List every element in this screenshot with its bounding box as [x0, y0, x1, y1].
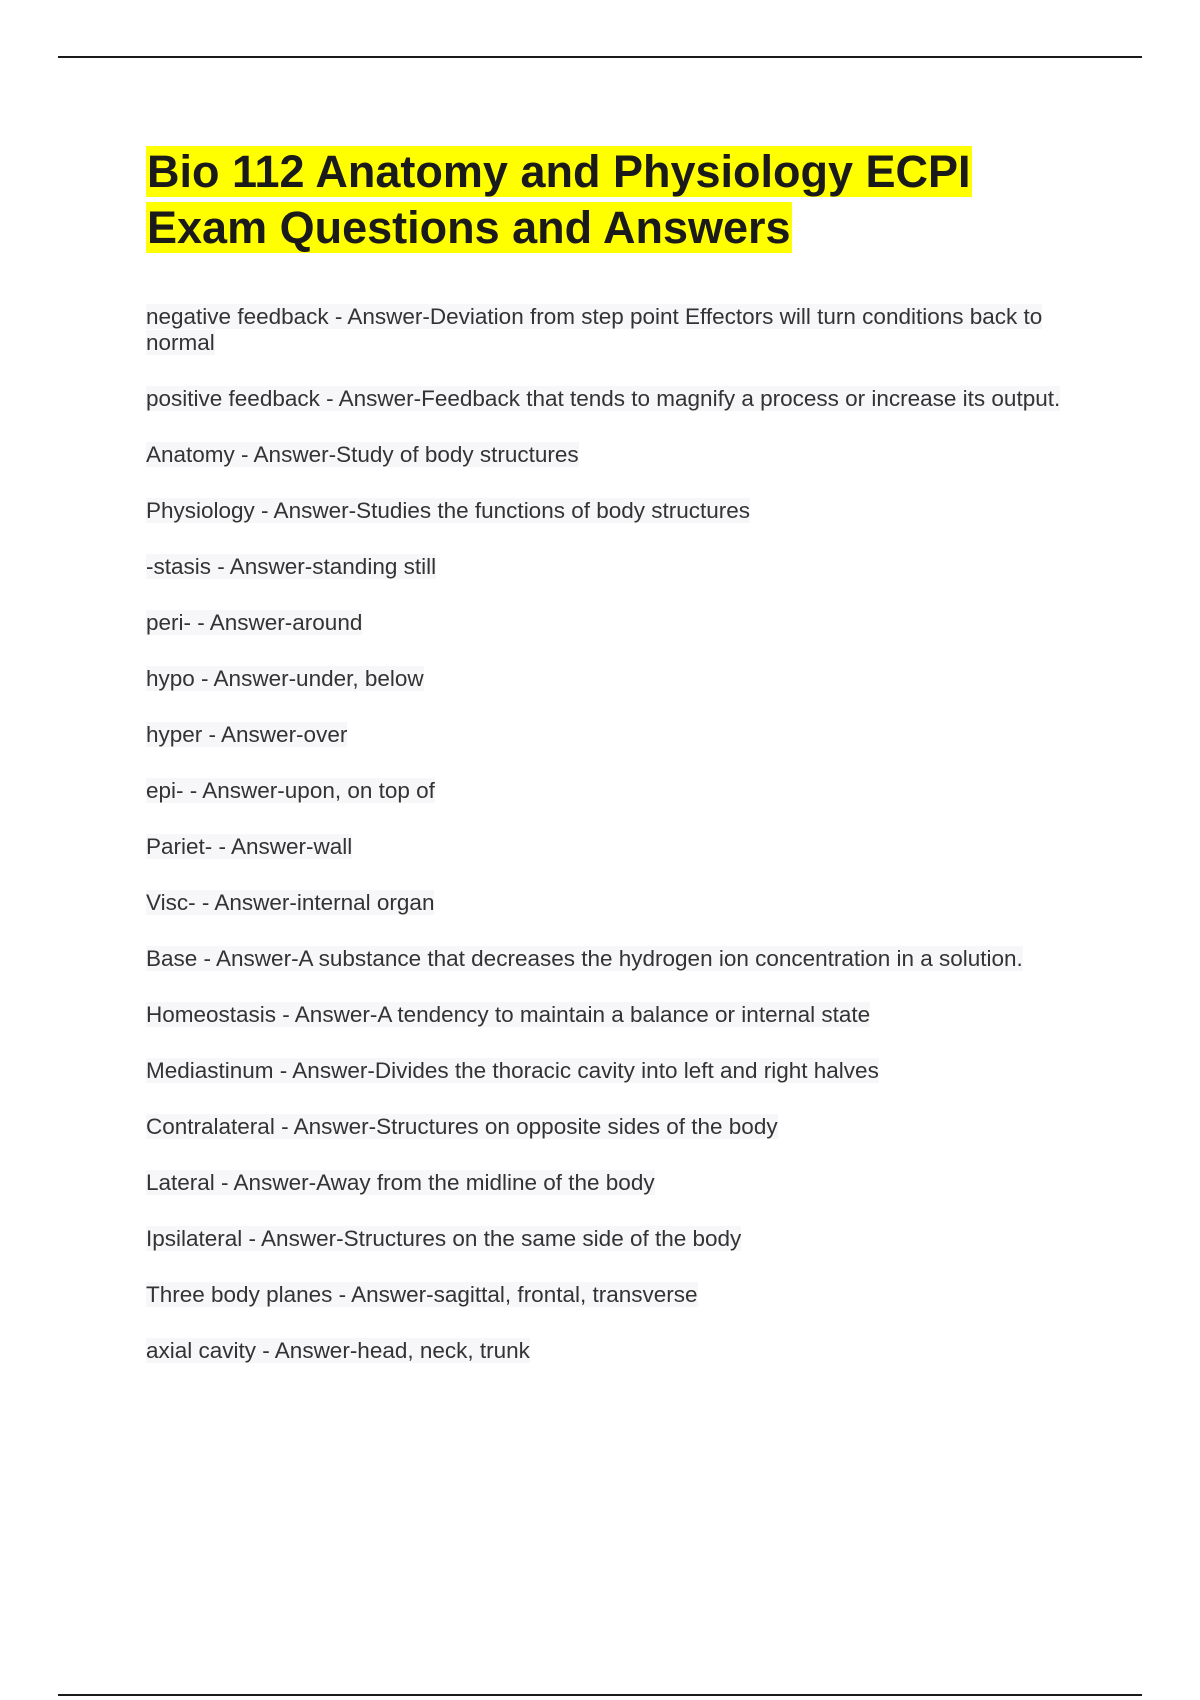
qa-item-text: hyper - Answer-over [146, 722, 348, 747]
qa-item [146, 834, 1096, 860]
qa-item [146, 946, 1096, 972]
qa-item-text: Physiology - Answer-Studies the functions of body structures [146, 498, 751, 523]
document-title-line-2: Exam Questions and Answers [147, 202, 791, 253]
qa-item-text: epi- - Answer-upon, on top of [146, 778, 435, 803]
qa-item [146, 1170, 1096, 1196]
qa-item [146, 890, 1096, 916]
document-title-line-1: Bio 112 Anatomy and Physiology ECPI [147, 146, 971, 197]
qa-item-text: positive feedback - Answer-Feedback that tends to magnify a process or increase its output. [146, 386, 1061, 411]
qa-item-text: Ipsilateral - Answer-Structures on the same side of the body [146, 1226, 742, 1251]
qa-item [146, 386, 1096, 412]
qa-item [146, 610, 1096, 636]
qa-item [146, 498, 1096, 524]
qa-item [146, 554, 1096, 580]
document-title-block [146, 144, 1106, 256]
qa-item [146, 1002, 1096, 1028]
qa-item [146, 1058, 1096, 1084]
qa-item-text: negative feedback - Answer-Deviation from step point Effectors will turn conditions back to normal [146, 304, 1043, 355]
qa-item-text: peri- - Answer-around [146, 610, 363, 635]
top-rule [58, 56, 1142, 58]
qa-item [146, 1338, 1096, 1364]
qa-item-text: Pariet- - Answer-wall [146, 834, 353, 859]
qa-item [146, 1226, 1096, 1252]
qa-item-text: Lateral - Answer-Away from the midline of the body [146, 1170, 655, 1195]
qa-item-text: hypo - Answer-under, below [146, 666, 424, 691]
qa-item-text: axial cavity - Answer-head, neck, trunk [146, 1338, 530, 1363]
qa-item-text: -stasis - Answer-standing still [146, 554, 437, 579]
qa-item [146, 778, 1096, 804]
qa-item-text: Base - Answer-A substance that decreases the hydrogen ion concentration in a solution. [146, 946, 1023, 971]
qa-item [146, 442, 1096, 468]
qa-item [146, 666, 1096, 692]
qa-list [146, 304, 1096, 1394]
qa-item [146, 1282, 1096, 1308]
bottom-rule [58, 1694, 1142, 1696]
document-title [146, 144, 1106, 256]
qa-item-text: Anatomy - Answer-Study of body structures [146, 442, 579, 467]
qa-item-text: Three body planes - Answer-sagittal, frontal, transverse [146, 1282, 698, 1307]
qa-item [146, 304, 1096, 356]
qa-item [146, 1114, 1096, 1140]
qa-item-text: Visc- - Answer-internal organ [146, 890, 435, 915]
qa-item-text: Mediastinum - Answer-Divides the thoracic cavity into left and right halves [146, 1058, 879, 1083]
qa-item [146, 722, 1096, 748]
qa-item-text: Homeostasis - Answer-A tendency to maintain a balance or internal state [146, 1002, 871, 1027]
qa-item-text: Contralateral - Answer-Structures on opposite sides of the body [146, 1114, 778, 1139]
